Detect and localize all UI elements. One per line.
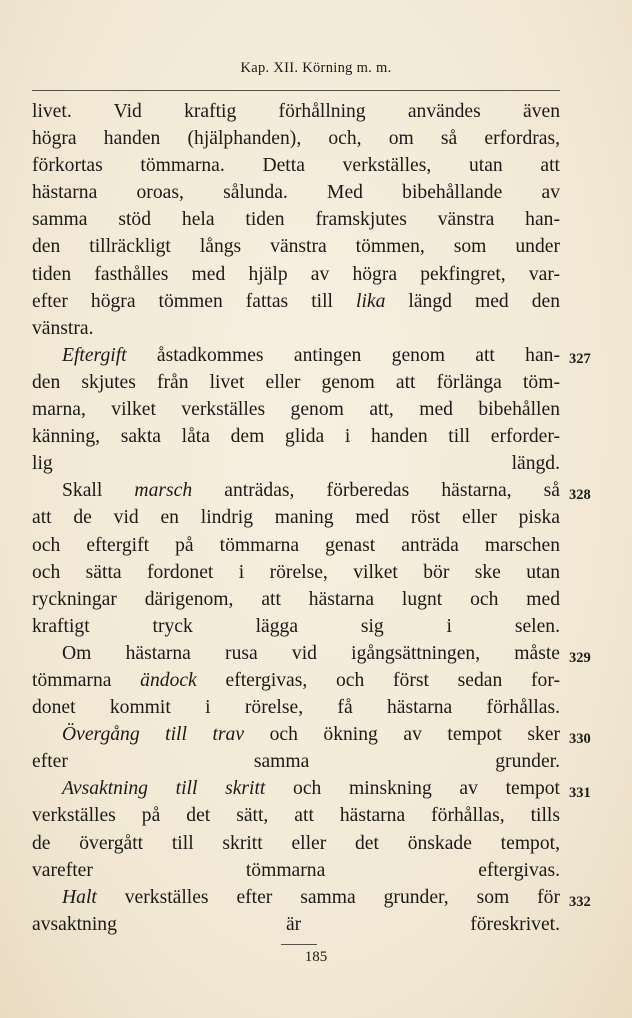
text-line: de övergått till skritt eller det önskade tempot, [32,832,560,854]
footer-rule [281,944,317,945]
text-line: efter samma grunder. [32,751,560,773]
paragraph-330 [32,721,560,775]
page-number: 185 [304,949,328,965]
paragraph-329 [32,640,560,721]
text-line: samma stöd hela tiden framskjutes vänstra han- [32,209,560,231]
body-text [32,98,560,938]
margin-number-330: 330 [569,731,591,747]
text-line: att de vid en lindrig maning med röst eller piska [32,507,560,529]
margin-number-331: 331 [569,785,591,801]
text-line: hästarna oroas, sålunda. Med bibehållande av [32,182,560,204]
text-line: varefter tömmarna eftergivas. [32,859,560,881]
text-segment: tömmarna [32,669,141,691]
emphasis: Halt [62,886,97,908]
text-line: ryckningar därigenom, att hästarna lugnt och med [32,588,560,610]
paragraph-331 [32,775,560,883]
text-line: och sätta fordonet i rörelse, vilket bör ske utan [32,561,560,583]
text-segment: Skall [62,480,135,502]
paragraph-332 [32,884,560,938]
paragraph-328 [32,477,560,640]
text-segment: eftergivas, och först sedan for- [196,669,560,691]
text-segment: anträdas, förberedas hästarna, så [192,480,560,502]
text-line: vänstra. [32,317,94,339]
text-segment: efter högra tömmen fattas till [32,290,356,312]
text-line: den skjutes från livet eller genom att förlänga töm- [32,371,560,393]
text-line: kraftigt tryck lägga sig i selen. [32,615,560,637]
emphasis: Eftergift [62,344,127,366]
text-line: och eftergift på tömmarna genast anträda marschen [32,534,560,556]
text-line [32,721,560,748]
text-line [32,640,560,667]
text-line: förkortas tömmarna. Detta verkställes, utan att [32,155,560,177]
emphasis: Övergång till trav [62,724,245,746]
text-line: högra handen (hjälphanden), och, om så erfordras, [32,128,560,150]
text-segment: längd med den [385,290,560,312]
text-line: lig längd. [32,453,560,475]
text-line: verkställes på det sätt, att hästarna förhållas, tills [32,805,560,827]
text-segment: åstadkommes antingen genom att han- [126,344,560,366]
text-line [32,288,560,315]
paragraph-continuation [32,98,560,342]
paragraph-327 [32,342,560,477]
text-segment: och minskning av tempot [265,778,560,800]
margin-number-332: 332 [569,894,591,910]
margin-number-328: 328 [569,487,591,503]
emphasis: ändock [140,669,197,691]
header-rule [32,90,560,91]
text-line: den tillräckligt långs vänstra tömmen, som under [32,236,560,258]
text-segment: Om hästarna rusa vid igångsättningen, måste [62,642,560,664]
text-line: livet. Vid kraftig förhållning användes även [32,101,560,122]
text-line [32,342,560,369]
text-segment: och ökning av tempot sker [244,724,560,746]
margin-number-329: 329 [569,650,591,666]
text-line: känning, sakta låta dem glida i handen till erforder- [32,426,560,448]
margin-number-327: 327 [569,351,591,367]
text-line [32,477,560,504]
emphasis: lika [356,290,386,312]
text-segment: verkställes efter samma grunder, som för [96,886,560,908]
text-line: marna, vilket verkställes genom att, med bibehållen [32,399,560,421]
text-line [32,775,560,802]
text-line [32,667,560,694]
emphasis: Avsaktning till skritt [62,778,266,800]
text-line: tiden fasthålles med hjälp av högra pekfingret, var- [32,263,560,285]
running-header: Kap. XII. Körning m. m. [240,60,392,76]
text-line [32,884,560,911]
text-line: avsaktning är föreskrivet. [32,913,560,935]
emphasis: marsch [134,480,193,502]
text-line: donet kommit i rörelse, få hästarna förhållas. [32,697,560,719]
